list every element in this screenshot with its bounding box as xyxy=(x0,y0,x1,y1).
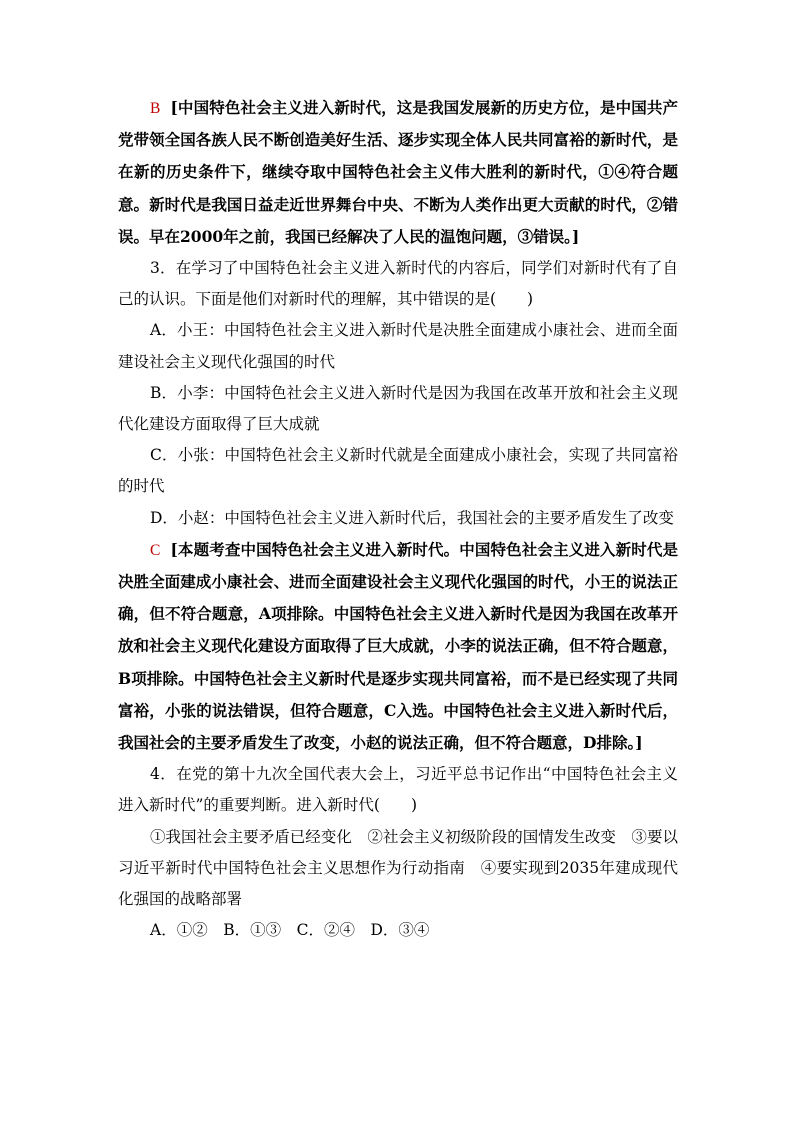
question-3-option-c: C．小张：中国特色社会主义新时代就是全面建成小康社会，实现了共同富裕的时代 xyxy=(118,446,678,496)
question-4-choices: A．①② B．①③ C．②④ D．③④ xyxy=(150,921,430,940)
question-3-option-d: D．小赵：中国特色社会主义进入新时代后，我国社会的主要矛盾发生了改变 xyxy=(150,508,674,527)
answer-letter: B xyxy=(150,100,161,117)
question-3-option-a: A．小王：中国特色社会主义进入新时代是决胜全面建成小康社会、进而全面建设社会主义现代化强国的时代 xyxy=(118,321,678,371)
answer-explanation: [本题考查中国特色社会主义进入新时代。中国特色社会主义进入新时代是决胜全面建成小康社会、进而全面建设社会主义现代化强国的时代，小王的说法正确，但不符合题意，A项排除。中国特色社会主义进入新时代是因为我国在改革开放和社会主义现代化建设方面取得了巨大成就，小李的说法正确，但不符合题意，B项排除。中国特色社会主义新时代是逐步实现共同富裕，而不是已经实现了共同富裕，小张的说法错误，但符合题意，C入选。中国特色社会主义进入新时代后，我国社会的主要矛盾发生了改变，小赵的说法正确，但不符合题意，D排除。] xyxy=(118,539,678,753)
answer-block-2 xyxy=(118,92,678,253)
question-3-option-b: B．小李：中国特色社会主义进入新时代是因为我国在改革开放和社会主义现代化建设方面取得了巨大成就 xyxy=(118,383,678,434)
answer-explanation: [中国特色社会主义进入新时代，这是我国发展新的历史方位，是中国共产党带领全国各族人民不断创造美好生活、逐步实现全体人民共同富裕的新时代，是在新的历史条件下，继续夺取中国特色社会主义伟大胜利的新时代，①④符合题意。新时代是我国日益走近世界舞台中央、不断为人类作出更大贡献的时代，②错误。早在2000年之前，我国已经解决了人民的温饱问题，③错误。] xyxy=(118,98,678,246)
question-4-stem: 4．在党的第十九次全国代表大会上，习近平总书记作出“中国特色社会主义进入新时代”的重要判断。进入新时代( ) xyxy=(118,765,678,815)
answer-letter: C xyxy=(150,541,161,559)
question-4-items: ①我国社会主要矛盾已经变化 ②社会主义初级阶段的国情发生改变 ③要以习近平新时代中国特色社会主义思想作为行动指南 ④要实现到2035年建成现代化强国的战略部署 xyxy=(118,827,678,909)
question-3-stem: 3．在学习了中国特色社会主义进入新时代的内容后，同学们对新时代有了自己的认识。下面是他们对新时代的理解，其中错误的是( ) xyxy=(118,259,678,309)
answer-block-3 xyxy=(118,534,678,759)
document-page xyxy=(118,92,678,946)
